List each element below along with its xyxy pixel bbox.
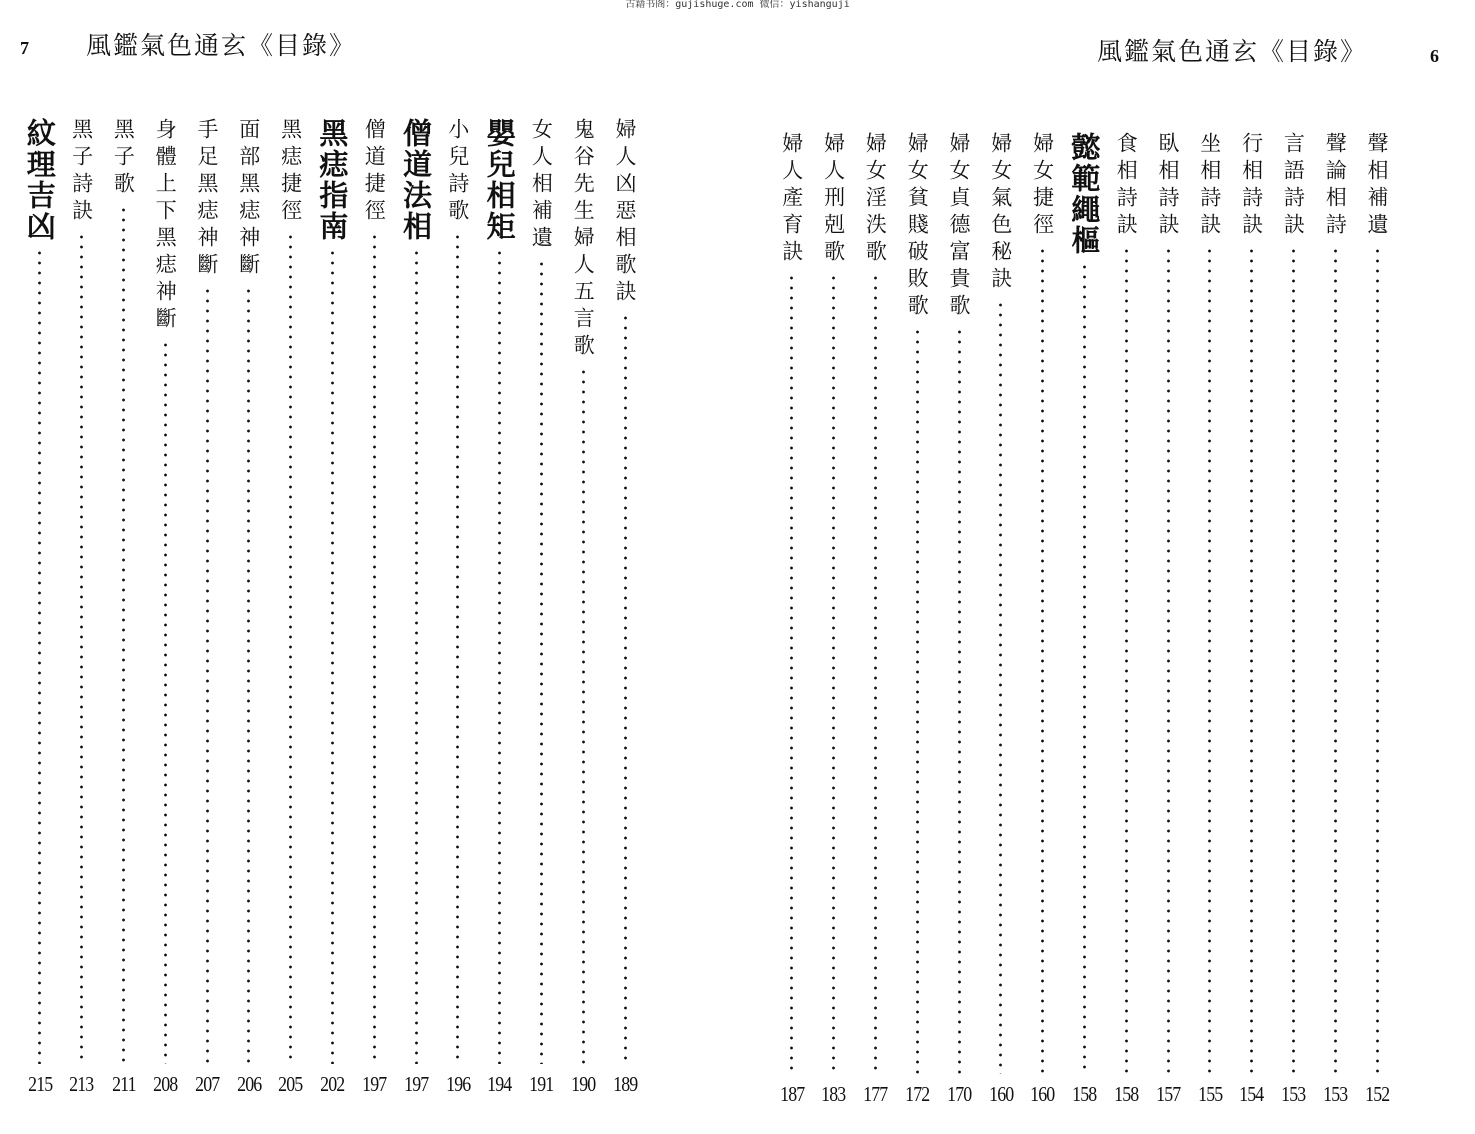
dot-leader [122, 205, 125, 1064]
toc-entry-title: 聲相補遺 [1365, 132, 1389, 240]
toc-page-number: 207 [194, 1072, 220, 1096]
toc-page-number: 154 [1239, 1082, 1264, 1106]
toc-entry-title: 面部黑痣神斷 [236, 118, 261, 280]
toc-entry[interactable] [774, 132, 810, 1106]
toc-entry[interactable] [565, 118, 601, 1096]
toc-entry[interactable] [607, 118, 643, 1096]
toc-page-number: 191 [529, 1072, 554, 1096]
toc-page-number: 197 [403, 1072, 429, 1096]
dot-leader [1292, 246, 1295, 1074]
dot-leader [164, 340, 167, 1064]
toc-section-heading[interactable] [1066, 132, 1102, 1106]
toc-entry[interactable] [231, 118, 267, 1096]
dot-leader [832, 273, 835, 1074]
dot-leader [1083, 262, 1086, 1074]
dot-leader [582, 367, 585, 1064]
toc-page-number: 160 [1030, 1082, 1055, 1106]
toc-entry[interactable] [105, 118, 141, 1096]
toc-entry[interactable] [189, 118, 225, 1096]
toc-entry-title: 坐相詩訣 [1197, 132, 1222, 240]
toc-page-number: 158 [1114, 1082, 1139, 1106]
toc-entry-title: 黑子歌 [111, 118, 136, 199]
toc-page-number: 152 [1364, 1082, 1390, 1106]
dot-leader [916, 327, 919, 1074]
toc-entry[interactable] [899, 132, 935, 1106]
toc-page-number: 155 [1197, 1082, 1222, 1106]
dot-leader [540, 259, 543, 1064]
dot-leader [1334, 246, 1337, 1074]
toc-entry-title: 黑痣捷徑 [278, 118, 303, 226]
toc-entry[interactable] [1025, 132, 1061, 1106]
toc-entry[interactable] [64, 118, 100, 1096]
toc-entry-title: 懿範繩樞 [1067, 132, 1102, 256]
toc-page-number: 213 [69, 1072, 94, 1096]
toc-page-number: 160 [988, 1082, 1013, 1106]
dot-leader [624, 313, 627, 1064]
toc-page-number: 202 [320, 1072, 345, 1096]
toc-page-number: 197 [362, 1072, 387, 1096]
toc-entry-title: 婦女貞德富貴歌 [947, 132, 971, 321]
toc-entry[interactable] [523, 118, 559, 1096]
toc-entry-title: 食相詩訣 [1114, 132, 1139, 240]
toc-entry[interactable] [147, 118, 183, 1096]
dot-leader [874, 273, 877, 1074]
toc-entry[interactable] [1275, 132, 1311, 1106]
toc-page-number: 215 [27, 1072, 52, 1096]
toc-entry[interactable] [440, 118, 476, 1096]
toc-entry-title: 身體上下黑痣神斷 [153, 118, 178, 334]
toc-entry-title: 言語詩訣 [1281, 132, 1306, 240]
toc-page-number: 206 [236, 1072, 261, 1096]
dot-leader [1250, 246, 1253, 1074]
dot-leader [999, 300, 1002, 1074]
toc-entry-title: 小兒詩歌 [445, 118, 470, 226]
dot-leader [1125, 246, 1128, 1074]
toc-section-heading[interactable] [22, 118, 58, 1096]
dot-leader [80, 232, 83, 1064]
toc-section-heading[interactable] [398, 118, 434, 1096]
toc-entry-title: 黑子詩訣 [69, 118, 94, 226]
dot-leader [1041, 246, 1044, 1074]
toc-page-number: 172 [905, 1082, 930, 1106]
toc-entry[interactable] [1108, 132, 1144, 1106]
dot-leader [1208, 246, 1211, 1074]
toc-entry[interactable] [1359, 132, 1395, 1106]
watermark: 古籍书阁：gujishuge.com 微信：yishanguji [625, 0, 850, 10]
toc-page-number: 183 [821, 1082, 846, 1106]
toc-entry-title: 婦女貧賤破敗歌 [905, 132, 930, 321]
toc-page-number: 177 [863, 1082, 888, 1106]
toc-entry[interactable] [816, 132, 852, 1106]
dot-leader [206, 286, 209, 1064]
toc-page-number: 153 [1281, 1082, 1306, 1106]
toc-entry-title: 聲論相詩 [1323, 132, 1348, 240]
toc-page-number: 208 [153, 1072, 178, 1096]
right-page [737, 0, 1475, 1134]
toc-entry[interactable] [273, 118, 309, 1096]
toc-entry-title: 婦女淫泆歌 [863, 132, 888, 267]
toc-page-number: 205 [278, 1072, 303, 1096]
toc-page-number: 153 [1323, 1082, 1348, 1106]
toc-entry[interactable] [1234, 132, 1270, 1106]
toc-section-heading[interactable] [314, 118, 350, 1096]
toc-entry[interactable] [983, 132, 1019, 1106]
running-header: 風鑑氣色通玄《目錄》 [86, 31, 357, 60]
dot-leader [373, 232, 376, 1064]
toc-entry[interactable] [1317, 132, 1353, 1106]
dot-leader [289, 232, 292, 1064]
toc-entry[interactable] [1192, 132, 1228, 1106]
toc-page-number: 211 [111, 1072, 136, 1096]
dot-leader [1167, 246, 1170, 1074]
toc-entry-title: 僧道捷徑 [362, 118, 387, 226]
page-number: 6 [1430, 46, 1439, 66]
toc-page-number: 158 [1072, 1082, 1097, 1106]
left-page [0, 0, 737, 1134]
toc-entry-title: 婦人刑剋歌 [821, 132, 846, 267]
toc-entry-title: 婦女捷徑 [1030, 132, 1055, 240]
dot-leader [790, 273, 793, 1074]
toc-page-number: 190 [571, 1072, 596, 1096]
toc-page-number: 157 [1155, 1082, 1181, 1106]
dot-leader [498, 248, 501, 1064]
toc-entry[interactable] [1150, 132, 1186, 1106]
toc-entry-title: 紋理吉凶 [22, 118, 57, 242]
dot-leader [247, 286, 250, 1064]
toc-entry-title: 婦人產育訣 [779, 132, 804, 267]
toc-page-number: 187 [779, 1082, 804, 1106]
toc-entry[interactable] [941, 132, 977, 1106]
toc-entry-title: 手足黑痣神斷 [195, 118, 219, 280]
dot-leader [331, 248, 334, 1064]
toc-section-heading[interactable] [482, 118, 518, 1096]
toc-entry[interactable] [356, 118, 392, 1096]
dot-leader [415, 248, 418, 1064]
running-header: 風鑑氣色通玄《目錄》 [1097, 37, 1368, 66]
toc-page-number: 189 [612, 1072, 638, 1096]
toc-entry-title: 臥相詩訣 [1156, 132, 1180, 240]
toc-entry-title: 嬰兒相矩 [482, 118, 517, 242]
dot-leader [456, 232, 459, 1064]
toc-page-number: 170 [946, 1082, 972, 1106]
page-number: 7 [20, 38, 29, 58]
dot-leader [1376, 246, 1379, 1074]
toc-entry-title: 黑痣指南 [315, 118, 350, 242]
toc-entry[interactable] [857, 132, 893, 1106]
dot-leader [958, 327, 961, 1074]
toc-entry-title: 僧道法相 [399, 118, 433, 242]
dot-leader [38, 248, 41, 1064]
toc-entry-title: 行相詩訣 [1239, 132, 1264, 240]
toc-page-number: 196 [445, 1072, 470, 1096]
toc-page-number: 194 [487, 1072, 512, 1096]
toc-entry-title: 女人相補遺 [529, 118, 554, 253]
toc-entry-title: 婦女氣色秘訣 [988, 132, 1013, 294]
toc-entry-title: 婦人凶惡相歌訣 [613, 118, 637, 307]
toc-entry-title: 鬼谷先生婦人五言歌 [571, 118, 596, 361]
